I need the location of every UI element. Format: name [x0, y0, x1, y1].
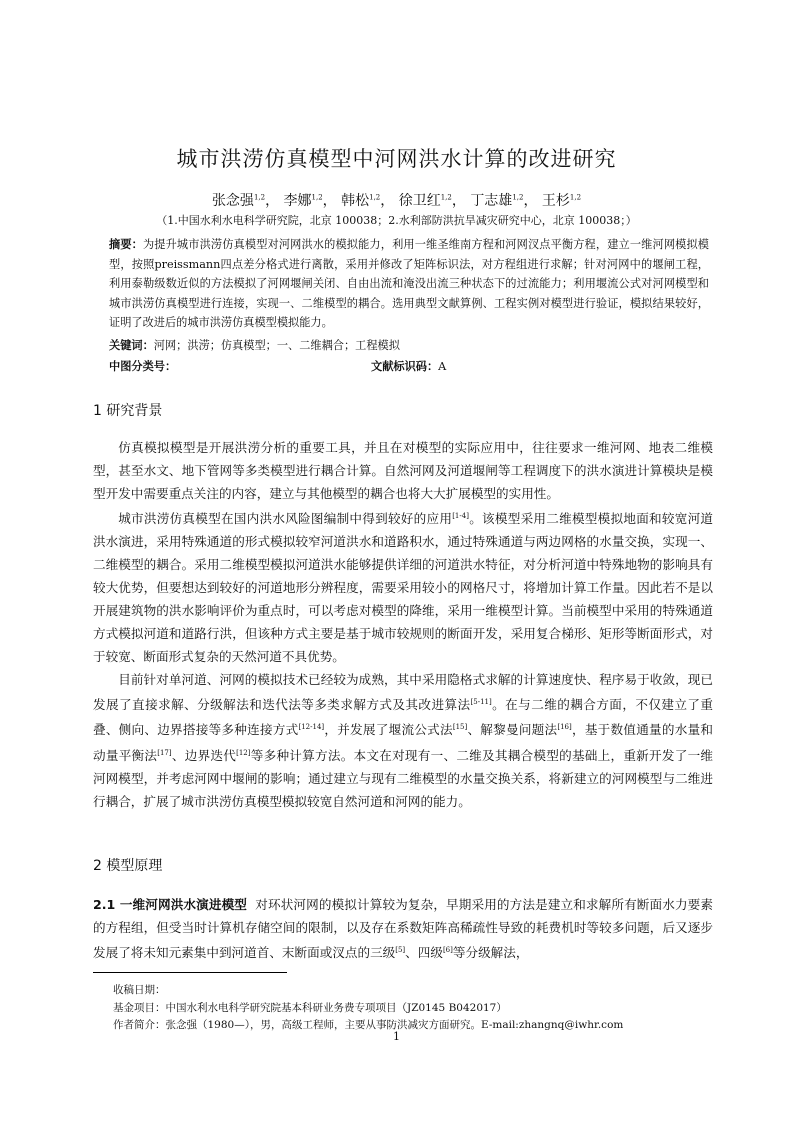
author-name: 韩松 [341, 193, 370, 209]
paragraph-text: 、四级 [405, 945, 443, 961]
paragraph-text: 城市洪涝仿真模型在国内洪水风险图编制中得到较好的应用 [118, 511, 453, 527]
page-number: 1 [393, 1030, 400, 1043]
keywords-label: 关键词： [109, 338, 154, 352]
section-heading: 1 研究背景 [93, 403, 163, 419]
keywords-text: 河网；洪涝；仿真模型；一、二维耦合；工程模拟 [153, 339, 400, 352]
classification-row [109, 357, 709, 377]
section1-body [93, 436, 713, 813]
paragraph-text: 对环状河网的模拟计算较为复杂，早期采用的方法是建立和求解所有断面水力要素的方程组，但受当时计算机存储空间的限制，以及存在系数矩阵高稀疏性导致的耗费机时等较多问题，后又逐步发展了将未知元素集中到河道首、末断面或汊点的三级 [93, 897, 713, 961]
doc-code-value: A [438, 360, 447, 373]
footnote-fund: 基金项目：中国水利水电科学研究院基本科研业务费专项项目（JZ0145 B042017） [113, 1002, 507, 1014]
affiliation: （1.中国水利水电科学研究院，北京 100038；2.水利部防洪抗旱减灾研究中心，北京 100038；） [156, 214, 637, 227]
citation: [1-4] [452, 512, 469, 520]
paragraph-text: ，并发展了堰流公式法 [324, 722, 453, 738]
paragraph-text: 、解黎曼问题法 [467, 722, 558, 738]
paragraph-text: 。在与二维的耦合方面，不仅建立了重叠、侧向、边界搭接等多种连接方式 [93, 697, 714, 738]
author-affil-mark: 1,2 [311, 193, 323, 202]
paragraph-text: 等多种计算方法。本文在对现有一、二维及其耦合模型的基础上，重新开发了一维河网模型，并考虑河网中堰闸的影响；通过建立与现有二维模型的水量交换关系，将新建立的河网模型与二维进行耦合，扩展了城市洪涝仿真模型模拟较宽自然河道和河网的能力。 [93, 747, 714, 809]
author-affil-mark: 1,2 [440, 193, 452, 202]
author-affil-mark: 1,2 [369, 193, 381, 202]
paragraph [93, 893, 713, 964]
author-name: 丁志雄 [470, 193, 513, 209]
paragraph-text: 、边界迭代 [171, 747, 237, 763]
citation: [12-14] [298, 723, 325, 732]
author-affil-mark: 1,2 [253, 193, 266, 202]
doc-code [371, 357, 446, 377]
footnote-received: 收稿日期： [113, 984, 166, 996]
author-affil-mark: 1,2 [569, 193, 582, 202]
citation: [6] [442, 946, 453, 954]
author-affil-mark: 1,2 [512, 193, 524, 202]
footnote-divider [93, 972, 287, 973]
paragraph: 仿真模拟模型是开展洪涝分析的重要工具，并且在对模型的实际应用中，往往要求一维河网、地表二维模型，甚至水文、地下管网等多类模型进行耦合计算。自然河网及河道堰闸等工程调度下的洪水演进计算模块是模型开发中需要重点关注的内容，建立与其他模型的耦合也将大大扩展模型的实用性。 [93, 440, 713, 501]
paragraph-text: 目前针对单河道、河网的模拟技术已经较为成熟，其中采用隐格式求解的计算速度快、程序易于收敛，现已发展了直接求解、分级解法和迭代法等多类求解方式及其改进算法 [93, 672, 713, 713]
abstract-label: 摘要： [109, 237, 143, 251]
paragraph [93, 668, 713, 813]
author-name: 徐卫红 [398, 193, 441, 209]
paragraph-text: ，基于数值通量的水量和动量平衡法 [93, 722, 714, 763]
keywords [109, 336, 709, 356]
citation: [15] [452, 723, 468, 732]
section-heading: 2 模型原理 [93, 858, 163, 874]
paper-title: 城市洪涝仿真模型中河网洪水计算的改进研究 [176, 147, 617, 171]
author-name: 张念强 [211, 193, 254, 209]
citation: [5-11] [470, 698, 492, 707]
abstract-text: 为提升城市洪涝仿真模型对河网洪水的模拟能力，利用一维圣维南方程和河网汊点平衡方程，建立一维河网模拟模型，按照preissmann四点差分格式进行离散，采用并修改了矩阵标识法，对方程组进行求解；针对河网中的堰闸工程，利用泰勒级数近似的方法模拟了河网堰闸关闭、自由出流和淹没出流三种状态下的过流能力；利用堰流公式对河网模型和城市洪涝仿真模型进行连接，实现一、二维模型的耦合。选用典型文献算例、工程实例对模型进行验证，模拟结果较好，证明了改进后的城市洪涝仿真模型模拟能力。 [109, 238, 709, 329]
author-name: 李娜 [283, 193, 312, 209]
citation: [17] [157, 748, 172, 757]
author-name: 王杉 [541, 193, 570, 209]
section2-body [93, 893, 713, 964]
classification-label: 中图分类号： [109, 359, 177, 373]
footnote-author: 作者简介：张念强（1980—），男，高级工程师，主要从事防洪减灾方面研究。E-mail:zhangnq@iwhr.com [113, 1019, 624, 1031]
doc-code-label: 文献标识码： [371, 359, 439, 373]
subsection-heading: 2.1 一维河网洪水演进模型 [93, 897, 247, 912]
paragraph [93, 505, 713, 668]
author-list: 张念强$^{1,2}$， 李娜$^{1,2}$， 韩松$^{1,2}$， 徐卫红$^{1,2}$， 丁志雄$^{1,2}$， 王杉$^{1,2}$ [211, 193, 582, 209]
paragraph-text: 等分级解法， [452, 945, 529, 961]
citation: [5] [395, 946, 406, 954]
citation: [12] [236, 748, 251, 757]
citation: [16] [557, 723, 572, 732]
paragraph-text: 。该模型采用二维模型模拟地面和较宽河道洪水演进，采用特殊通道的形式模拟较窄河道洪水和道路积水，通过特殊通道与两边网格的水量交换，实现一、二维模型的耦合。采用二维模型模拟河道洪水能够提供详细的河道洪水特征，对分析河道中特殊地物的影响具有较大优势，但要想达到较好的河道地形分辨程度，需要采用较小的网格尺寸，将增加计算工作量。因此若不是以开展建筑物的洪水影响评价为重点时，可以考虑对模型的降维，采用一维模型计算。当前模型中采用的特殊通道方式模拟河道和道路行洪，但该种方式主要是基于城市较规则的断面开发，采用复合梯形、矩形等断面形式，对于较宽、断面形式复杂的天然河道不具优势。 [93, 511, 714, 665]
abstract [109, 235, 709, 333]
